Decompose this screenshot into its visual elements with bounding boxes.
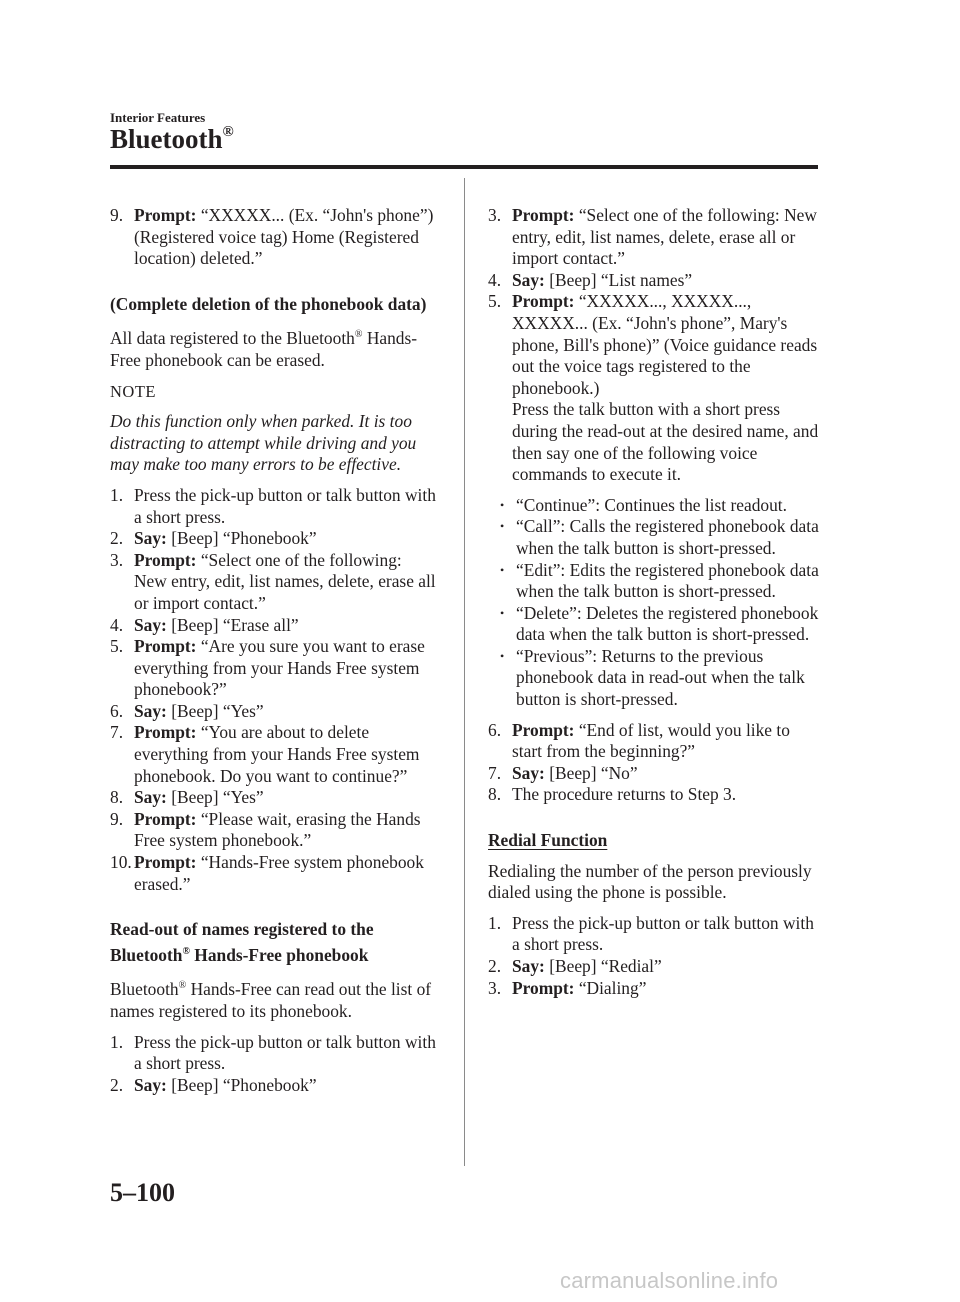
section-heading-complete-deletion: (Complete deletion of the phonebook data) — [110, 293, 427, 314]
deletion-steps — [110, 485, 436, 895]
step-item: 9. Prompt: “XXXXX... (Ex. “John's phone”) (Registered voice tag) Home (Registered location) deleted.” — [110, 205, 434, 269]
bullet-icon: • — [500, 562, 505, 577]
note-text: Do this function only when parked. It is too distracting to attempt while driving and you may make too many errors to be effective. — [110, 411, 417, 475]
section-heading-redial: Redial Function — [488, 830, 608, 851]
bullet-icon: • — [500, 605, 505, 620]
registered-mark: ® — [222, 124, 234, 140]
step-item: 5. Prompt: “XXXXX..., XXXXX..., XXXXX... (Ex. “John's phone”, Mary's phone, Bill's phone)” (Voice guidance reads out the voice tags registered to the phonebook.) — [488, 291, 818, 398]
step-item: 1. Press the pick-up button or talk button with a short press. — [110, 484, 436, 527]
note-label: NOTE — [110, 381, 156, 401]
step-item: 8. The procedure returns to Step 3. — [488, 784, 737, 805]
step-item: 7. Prompt: “You are about to delete everything from your Hands Free system phonebook. Do you want to continue?” — [110, 722, 420, 786]
page-number: 5–100 — [110, 1178, 175, 1207]
step-item: 1. Press the pick-up button or talk button with a short press. — [110, 1031, 436, 1074]
step-item: 5. Prompt: “Are you sure you want to erase everything from your Hands Free system phonebook?” — [110, 636, 425, 700]
section-heading-readout: Read-out of names registered to the Bluetooth® Hands-Free phonebook — [110, 919, 374, 965]
readout-steps — [110, 1032, 436, 1097]
step-item: 3. Prompt: “Select one of the following: New entry, edit, list names, delete, erase all or import contact.” — [110, 549, 436, 613]
step-item: 1. Press the pick-up button or talk button with a short press. — [488, 912, 814, 955]
step-item: 9. Prompt: “Please wait, erasing the Hands Free system phonebook.” — [110, 808, 421, 851]
step-item: 6. Say: [Beep] “Yes” — [110, 700, 264, 721]
section-label: Interior Features — [110, 110, 206, 125]
paragraph: Bluetooth® Hands-Free can read out the list of names registered to its phonebook. — [110, 979, 432, 1021]
list-item: • “Continue”: Continues the list readout. — [500, 494, 787, 515]
bullet-icon: • — [500, 497, 505, 512]
column-divider — [464, 178, 465, 1166]
redial-steps — [488, 913, 820, 999]
step-item: 2. Say: [Beep] “Phonebook” — [110, 528, 317, 549]
list-item: • “Call”: Calls the registered phonebook data when the talk button is short-pressed. — [500, 516, 819, 558]
step-item: 2. Say: [Beep] “Phonebook” — [110, 1074, 317, 1095]
list-item: • “Edit”: Edits the registered phonebook data when the talk button is short-pressed. — [500, 559, 819, 602]
paragraph: All data registered to the Bluetooth® Hands-Free phonebook can be erased. — [110, 328, 418, 370]
bullet-icon: • — [500, 648, 505, 663]
voice-command-list — [488, 495, 820, 711]
list-item: • “Previous”: Returns to the previous phonebook data in read-out when the talk button is short-pressed. — [500, 645, 805, 710]
page-title: Bluetooth® — [110, 124, 234, 154]
step-item: 3. Prompt: “Dialing” — [488, 977, 647, 998]
header-rule — [110, 165, 818, 169]
step-item: 2. Say: [Beep] “Redial” — [488, 956, 662, 976]
step-item-continuation: Press the talk button with a short press during the read-out at the desired name, and then say one of the following voice commands to execute it. — [512, 399, 819, 485]
step-item: 10. Prompt: “Hands-Free system phonebook erased.” — [110, 852, 424, 894]
watermark: carmanualsonline.info — [560, 1268, 779, 1293]
step-item: 6. Prompt: “End of list, would you like to start from the beginning?” — [488, 719, 790, 762]
list-item: • “Delete”: Deletes the registered phonebook data when the talk button is short-pressed. — [500, 602, 819, 645]
paragraph: Redialing the number of the person previously dialed using the phone is possible. — [488, 860, 812, 903]
step-item: 3. Prompt: “Select one of the following: New entry, edit, list names, delete, erase all or import contact.” — [488, 205, 817, 269]
bullet-icon: • — [500, 519, 505, 534]
right-column — [488, 205, 820, 999]
step-item: 7. Say: [Beep] “No” — [488, 762, 638, 783]
step-item: 8. Say: [Beep] “Yes” — [110, 787, 264, 808]
left-column — [110, 205, 436, 1096]
step-item: 4. Say: [Beep] “Erase all” — [110, 614, 299, 635]
step-item: 4. Say: [Beep] “List names” — [488, 269, 693, 290]
